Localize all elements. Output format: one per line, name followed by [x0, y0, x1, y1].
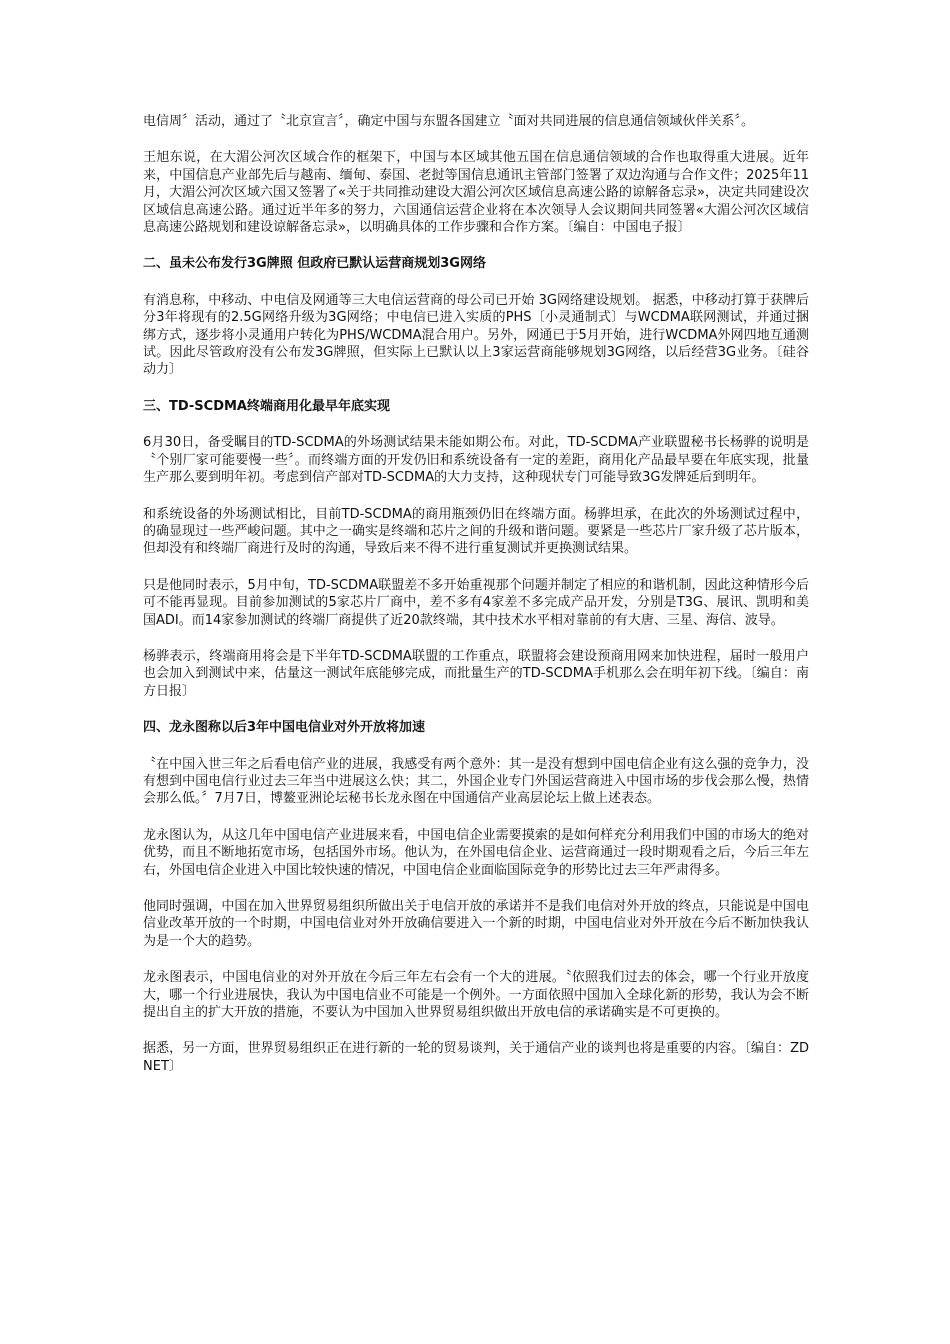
paragraph: 王旭东说，在大湄公河次区域合作的框架下，中国与本区域其他五国在信息通信领域的合作也取得重大进展。近年来，中国信息产业部先后与越南、缅甸、泰国、老挝等国信息通讯主管部门签署了双边沟通与合作文件；2025年11月，大湄公河次区域六国又签署了«关于共同推动建设大湄公河次区域信息高速公路的谅解备忘录»，决定共同建设次区域信息高速公路。通过近半年多的努力，六国通信运营企业将在本次领导人会议期间共同签署«大湄公河次区域信息高速公路规划和建设谅解备忘录»，以明确具体的工作步骤和合作方案。〔编自：中国电子报〕	[143, 150, 809, 236]
paragraph: 〝在中国入世三年之后看电信产业的进展，我感受有两个意外：其一是没有想到中国电信企业有这么强的竞争力，没有想到中国电信行业过去三年当中进展这么快；其二，外国企业专门外国运营商进入中国市场的步伐会那么慢，热情会那么低。〞7月7日，博鳌亚洲论坛秘书长龙永图在中国通信产业高层论坛上做上述表态。	[143, 756, 809, 807]
paragraph: 杨骅表示，终端商用将会是下半年TD-SCDMA联盟的工作重点，联盟将会建设预商用网来加快进程，届时一般用户也会加入到测试中来，估量这一测试年底能够完成，而批量生产的TD-SCDMA手机那么会在明年初下线。〔编自：南方日报〕	[143, 648, 809, 699]
paragraph: 只是他同时表示，5月中旬，TD-SCDMA联盟差不多开始重视那个问题并制定了相应的和谐机制，因此这种情形今后可不能再显现。目前参加测试的5家芯片厂商中，差不多有4家差不多完成产品开发，分别是T3G、展讯、凯明和美国ADI。而14家参加测试的终端厂商提供了近20款终端，其中技术水平相对靠前的有大唐、三星、海信、波导。	[143, 577, 809, 628]
section-heading: 三、TD-SCDMA终端商用化最早年底实现	[143, 398, 390, 414]
paragraph: 龙永图认为，从这几年中国电信产业进展来看，中国电信企业需要摸索的是如何样充分利用我们中国的市场大的绝对优势，而且不断地拓宽市场，包括国外市场。他认为，在外国电信企业、运营商通过一段时期观看之后，今后三年左右，外国电信企业进入中国比较快速的情况，中国电信企业面临国际竞争的形势比过去三年严肃得多。	[143, 827, 809, 878]
paragraph: 6月30日，备受瞩目的TD-SCDMA的外场测试结果未能如期公布。对此，TD-SCDMA产业联盟秘书长杨骅的说明是〝个别厂家可能要慢一些〞。而终端方面的开发仍旧和系统设备有一定的差距，商用化产品最早要在年底实现，批量生产那么要到明年初。考虑到信产部对TD-SCDMA的大力支持，这种现状专门可能导致3G发牌延后到明年。	[143, 435, 809, 486]
paragraph: 有消息称，中移动、中电信及网通等三大电信运营商的母公司已开始 3G网络建设规划。 据悉，中移动打算于获牌后分3年将现有的2.5G网络升级为3G网络；中电信已进入实质的PHS〔小灵通制式〕与WCDMA联网测试，并通过捆绑方式，逐步将小灵通用户转化为PHS/WCDMA混合用户。另外，网通已于5月开始，进行WCDMA外网四地互通测试。因此尽管政府没有公布发3G牌照，但实际上已默认以上3家运营商能够规划3G网络，以后经营3G业务。〔硅谷动力〕	[143, 292, 809, 378]
document-page	[143, 113, 809, 1094]
paragraph: 他同时强调，中国在加入世界贸易组织所做出关于电信开放的承诺并不是我们电信对外开放的终点，只能说是中国电信业改革开放的一个时期，中国电信业对外开放确信要进入一个新的时期，中国电信业对外开放在今后不断加快我认为是一个大的趋势。	[143, 899, 809, 949]
paragraph: 电信周〞活动，通过了〝北京宣言〞，确定中国与东盟各国建立〝面对共同进展的信息通信领域伙伴关系〞。	[143, 114, 755, 129]
section-heading: 二、虽未公布发行3G牌照 但政府已默认运营商规划3G网络	[143, 256, 486, 272]
paragraph: 据悉，另一方面，世界贸易组织正在进行新的一轮的贸易谈判，关于通信产业的谈判也将是重要的内容。〔编自：ZDNET〕	[143, 1041, 809, 1074]
paragraph: 和系统设备的外场测试相比，目前TD-SCDMA的商用瓶颈仍旧在终端方面。杨骅坦承，在此次的外场测试过程中，的确显现过一些严峻问题。其中之一确实是终端和芯片之间的升级和谐问题。要紧是一些芯片厂家升级了芯片版本，但却没有和终端厂商进行及时的沟通，导致后来不得不进行重复测试并更换测试结果。	[143, 506, 809, 557]
paragraph: 龙永图表示，中国电信业的对外开放在今后三年左右会有一个大的进展。〝依照我们过去的体会，哪一个行业开放度大，哪一个行业进展快，我认为中国电信业不可能是一个例外。一方面依照中国加入全球化新的形势，我认为会不断提出自主的扩大开放的措施，不要认为中国加入世界贸易组织做出开放电信的承诺确实是不可更换的。	[143, 970, 809, 1021]
section-heading: 四、龙永图称以后3年中国电信业对外开放将加速	[143, 720, 426, 736]
